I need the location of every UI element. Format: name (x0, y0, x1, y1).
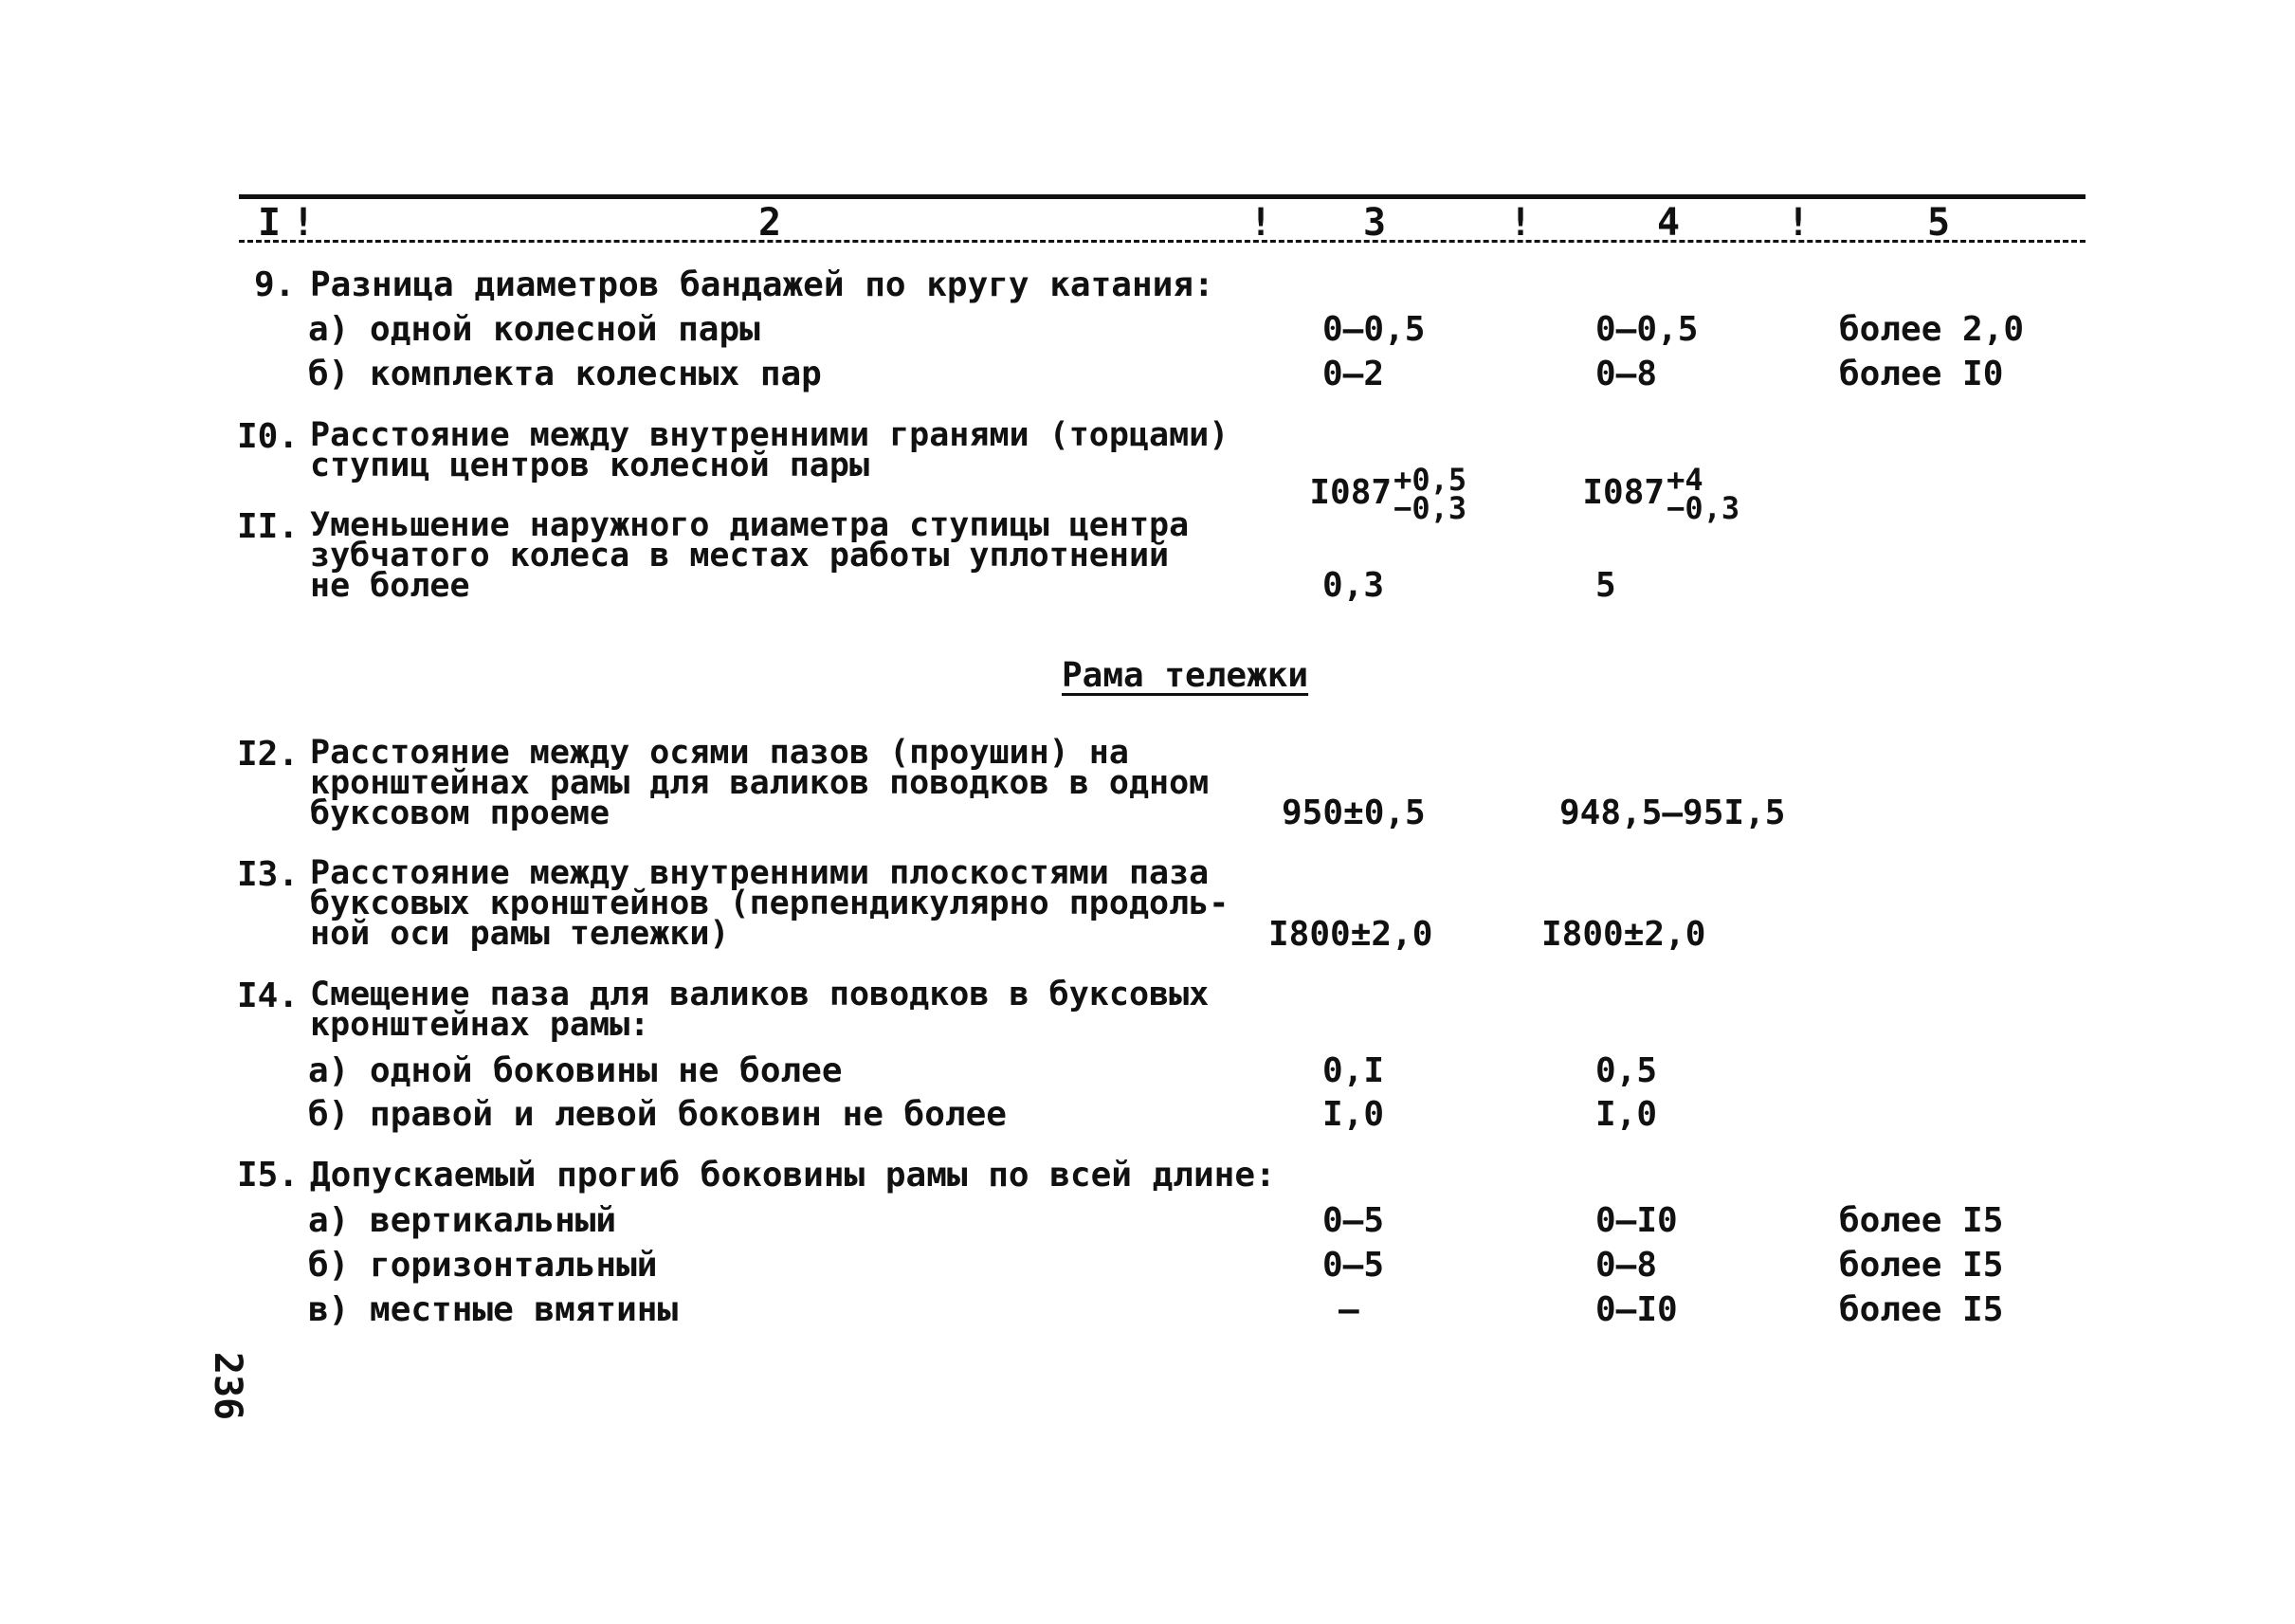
header-top-rule (239, 194, 2086, 199)
row-12-text-line3: буксовом проеме (310, 794, 610, 832)
row-10-text-line2: ступиц центров колесной пары (310, 447, 870, 484)
row-15b-col4: 0–8 (1595, 1246, 1658, 1285)
row-14a-col4: 0,5 (1595, 1051, 1658, 1090)
row-9a-label: а) одной колесной пары (308, 310, 760, 349)
row-15b-col5: более I5 (1839, 1246, 2004, 1285)
row-10-text-line1: Расстояние между внутренними гранями (торцами) (310, 416, 1229, 454)
row-12-col3: 950±0,5 (1282, 794, 1426, 832)
row-14a-label: а) одной боковины не более (308, 1051, 843, 1090)
header-sep-2: ! (1249, 201, 1273, 245)
row-15b-label: б) горизонтальный (308, 1246, 658, 1285)
row-10-col4-upper: +4 (1667, 462, 1703, 498)
row-11-col4: 5 (1595, 566, 1616, 605)
row-15c-col3: – (1339, 1290, 1359, 1329)
row-15a-col3: 0–5 (1322, 1201, 1385, 1240)
row-14-text-line2: кронштейнах рамы: (310, 1006, 650, 1044)
row-10-col4-lower: −0,3 (1667, 490, 1740, 526)
row-9b-col4: 0–8 (1595, 355, 1658, 393)
row-15a-label: а) вертикальный (308, 1201, 617, 1240)
row-10-col3-base: I087 (1309, 473, 1393, 512)
section-title: Рама тележки (1062, 656, 1309, 695)
row-11-text-line1: Уменьшение наружного диаметра ступицы центра (310, 506, 1190, 544)
header-sep-1: ! (292, 201, 316, 245)
row-13-col4: I800±2,0 (1541, 915, 1706, 954)
header-col-4: 4 (1657, 201, 1681, 245)
row-13-col3: I800±2,0 (1268, 915, 1433, 954)
row-15b-col3: 0–5 (1322, 1246, 1385, 1285)
row-10-col4-tolerance (1667, 462, 1740, 526)
row-15c-col4: 0–I0 (1595, 1290, 1678, 1329)
row-10-col3-upper: +0,5 (1393, 462, 1467, 498)
row-10-number: I0. (237, 417, 300, 456)
header-sep-3: ! (1509, 201, 1533, 245)
row-14b-col4: I,0 (1595, 1095, 1658, 1134)
row-14-number: I4. (237, 976, 300, 1015)
row-13-text-line3: ной оси рамы тележки) (310, 915, 730, 953)
header-col-5: 5 (1927, 201, 1951, 245)
header-sep-4: ! (1787, 201, 1811, 245)
row-14b-col3: I,0 (1322, 1095, 1385, 1134)
row-9a-col4: 0–0,5 (1595, 310, 1699, 349)
row-14a-col3: 0,I (1322, 1051, 1385, 1090)
row-12-text-line1: Расстояние между осями пазов (проушин) на (310, 734, 1129, 772)
row-10-col3-lower: −0,3 (1393, 490, 1467, 526)
row-12-number: I2. (237, 735, 300, 774)
page-number: 236 (206, 1351, 250, 1421)
row-11-text-line2: зубчатого колеса в местах работы уплотнений (310, 537, 1170, 575)
row-15c-label: в) местные вмятины (308, 1290, 679, 1329)
row-15-text: Допускаемый прогиб боковины рамы по всей длине: (310, 1156, 1276, 1195)
row-10-col3 (1268, 431, 1467, 526)
row-15a-col4: 0–I0 (1595, 1201, 1678, 1240)
header-col-1: I (258, 201, 282, 245)
row-9b-col3: 0–2 (1322, 355, 1385, 393)
row-9a-col5: более 2,0 (1839, 310, 2025, 349)
row-13-text-line2: буксовых кронштейнов (перпендикулярно продоль- (310, 885, 1229, 922)
row-12-col4: 948,5–95I,5 (1559, 794, 1786, 832)
row-9b-col5: более I0 (1839, 355, 2004, 393)
row-9a-col3: 0–0,5 (1322, 310, 1426, 349)
row-11-col3: 0,3 (1322, 566, 1385, 605)
row-9-number: 9. (254, 265, 296, 304)
row-13-text-line1: Расстояние между внутренними плоскостями паза (310, 854, 1210, 892)
header-col-2: 2 (758, 201, 782, 245)
row-15c-col5: более I5 (1839, 1290, 2004, 1329)
row-13-number: I3. (237, 855, 300, 894)
row-10-col3-tolerance (1393, 462, 1467, 526)
row-15-number: I5. (237, 1156, 300, 1195)
row-14b-label: б) правой и левой боковин не более (308, 1095, 1007, 1134)
row-15a-col5: более I5 (1839, 1201, 2004, 1240)
header-col-3: 3 (1363, 201, 1387, 245)
row-10-col4-base: I087 (1582, 473, 1666, 512)
row-11-number: II. (237, 507, 300, 546)
row-9b-label: б) комплекта колесных пар (308, 355, 822, 393)
row-12-text-line2: кронштейнах рамы для валиков поводков в одном (310, 764, 1210, 802)
row-14-text-line1: Смещение паза для валиков поводков в буксовых (310, 976, 1210, 1013)
row-11-text-line3: не более (310, 567, 470, 605)
row-10-col4 (1541, 431, 1740, 526)
row-9-text: Разница диаметров бандажей по кругу катания: (310, 265, 1214, 304)
